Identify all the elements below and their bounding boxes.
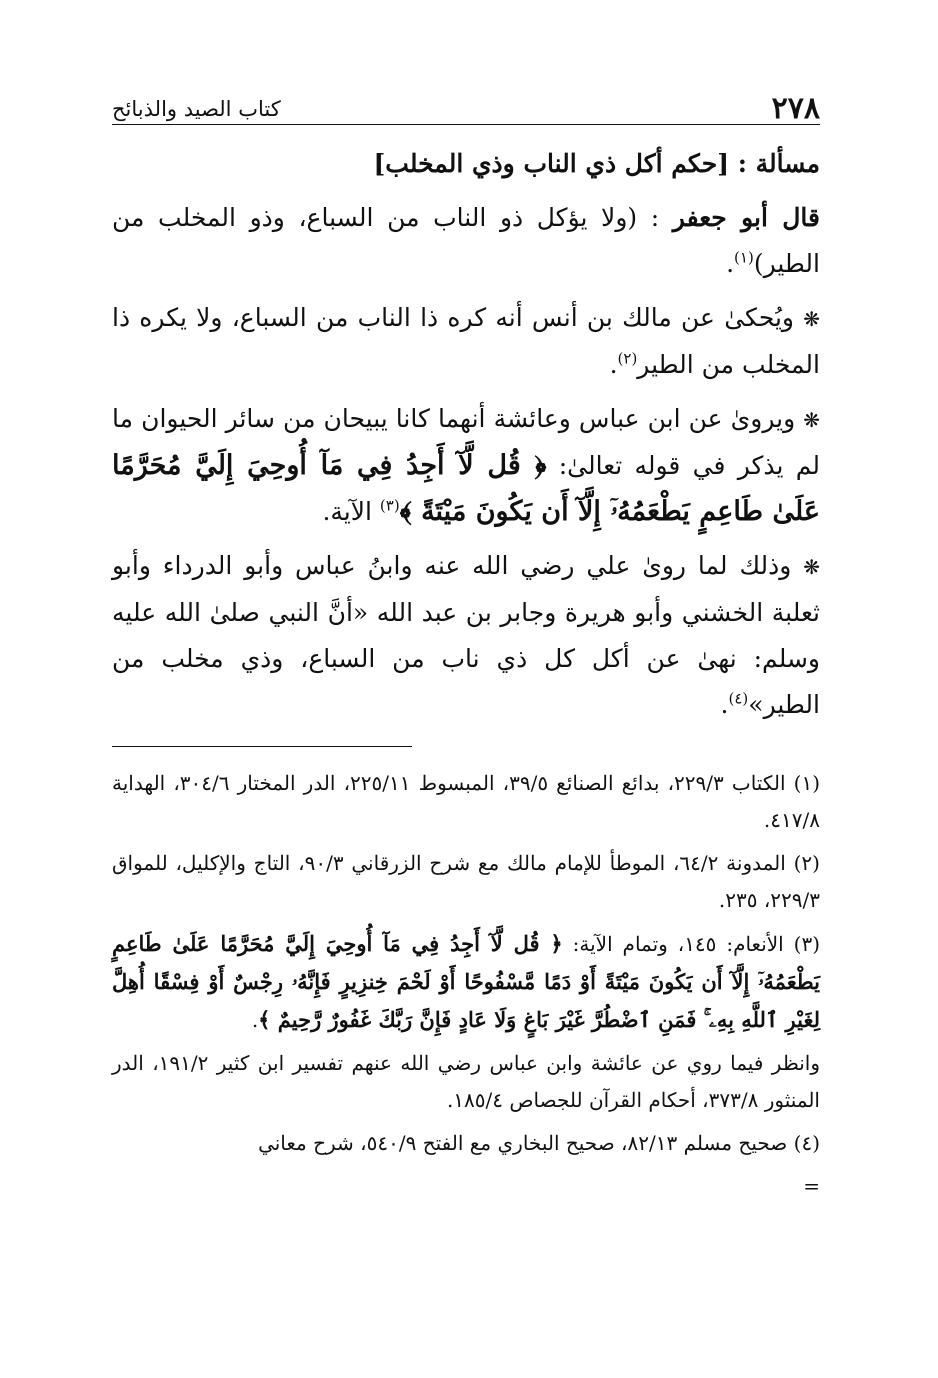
running-title: كتاب الصيد والذبائح <box>112 97 281 121</box>
footnote-ref-4[interactable]: (٤) <box>728 689 749 708</box>
paragraph-1 <box>112 195 820 287</box>
paragraph-2-end: . <box>609 350 618 379</box>
footnote-ref-2[interactable]: (٢) <box>617 349 638 368</box>
paragraph-3-end: الآية. <box>322 497 372 526</box>
footnote-3-verse: ﴿ قُل لَّآ أَجِدُ فِي مَآ أُوحِيَ إِلَيَّ مُحَرَّمًا عَلَىٰ طَاعِمٍ يَطْعَمُهُۥٓ إِلَّآ أَن يَكُونَ مَيْتَةً أَوْ دَمًا مَّسْفُوحًا أَوْ لَحْمَ خِنزِيرٍ فَإِنَّهُۥ رِجْسٌ أَوْ فِسْقًا أُهِلَّ لِغَيْرِ ٱللَّهِ بِهِۦ ۚ فَمَنِ ٱضْطُرَّ غَيْرَ بَاغٍ وَلَا عَادٍ فَإِنَّ رَبَّكَ غَفُورٌ رَّحِيمٌ ﴾ <box>112 931 820 1032</box>
paragraph-3 <box>112 396 820 535</box>
page-number: ٢٧٨ <box>771 91 820 126</box>
paragraph-1-end: . <box>726 249 735 278</box>
footnote-3-prefix: (٣) الأنعام: ١٤٥، وتمام الآية: <box>572 932 820 956</box>
paragraph-4-end: . <box>720 690 729 719</box>
paragraph-3-text: ويروىٰ عن ابن عباس وعائشة أنهما كانا يبيحان من سائر الحيوان ما لم يذكر في قوله تعالىٰ: <box>112 404 821 480</box>
page-header <box>112 80 820 125</box>
footnote-3-extra: وانظر فيما روي عن عائشة وابن عباس رضي الله عنهم تفسير ابن كثير ١٩١/٢، الدر المنثور ٣٧٣/٨، أحكام القرآن للجصاص ١٨٥/٤. <box>112 1051 821 1112</box>
footnote-3 <box>112 925 820 1039</box>
footnote-1: (١) الكتاب ٢٢٩/٣، بدائع الصنائع ٣٩/٥، المبسوط ٢٢٥/١١، الدر المختار ٣٠٤/٦، الهداية ٤١٧/٨. <box>112 771 820 832</box>
footnote-3-end: . <box>251 1008 259 1032</box>
quran-verse: ﴿ قُل لَّآ أَجِدُ فِي مَآ أُوحِيَ إِلَيَّ مُحَرَّمًا عَلَىٰ طَاعِمٍ يَطْعَمُهُۥٓ إِلَّآ أَن يَكُونَ مَيْتَةً ﴾ <box>112 450 820 527</box>
book-page <box>112 80 820 1205</box>
star-icon: ❋ <box>803 307 821 331</box>
star-icon: ❋ <box>803 555 820 579</box>
star-icon: ❋ <box>803 408 820 432</box>
paragraph-2-text: ويُحكىٰ عن مالك بن أنس أنه كره ذا الناب من السباع، ولا يكره ذا المخلب من الطير <box>112 303 820 379</box>
continuation-mark: = <box>803 1174 820 1198</box>
speaker-name: قال أبو جعفر <box>672 203 820 232</box>
main-text <box>112 141 820 728</box>
footnote-2: (٢) المدونة ٦٤/٢، الموطأ للإمام مالك مع شرح الزرقاني ٩٠/٣، التاج والإكليل، للمواق ٢٢٩/٣، ٢٣٥. <box>112 851 820 912</box>
paragraph-4 <box>112 543 820 728</box>
paragraph-4-text: وذلك لما روىٰ علي رضي الله عنه وابنُ عباس وأبو الدرداء وأبو ثعلبة الخشني وأبو هريرة وجابر بن عبد الله «أنَّ النبي صلىٰ الله عليه وسلم: نهىٰ عن أكل كل ذي ناب من السباع، وذي مخلب من الطير» <box>112 551 820 719</box>
footnote-divider <box>112 746 412 747</box>
footnote-ref-3[interactable]: (٣) <box>379 496 400 515</box>
footnote-ref-1[interactable]: (١) <box>734 248 754 267</box>
footnotes <box>112 765 820 1205</box>
paragraph-2 <box>112 295 820 388</box>
section-heading: مسألة : [حكم أكل ذي الناب وذي المخلب] <box>373 149 820 178</box>
paragraph-1-text: : (ولا يؤكل ذو الناب من السباع، وذو المخلب من الطير) <box>112 203 820 278</box>
footnote-4: (٤) صحيح مسلم ٨٢/١٣، صحيح البخاري مع الفتح ٥٤٠/٩، شرح معاني <box>258 1131 820 1155</box>
